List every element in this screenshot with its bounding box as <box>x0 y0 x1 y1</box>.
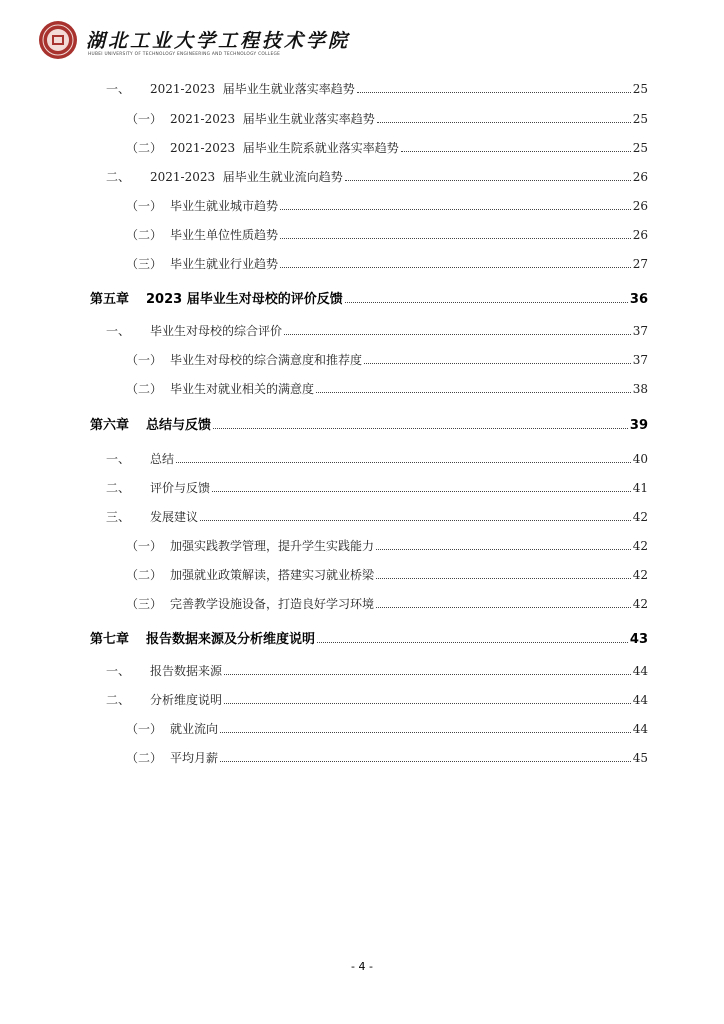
toc-entry[interactable] <box>90 595 648 612</box>
toc-entry-number: （一） <box>126 539 163 553</box>
toc-dot-leader <box>357 92 631 93</box>
toc-entry-number: （一） <box>126 199 163 213</box>
toc-entry-number: 三、 <box>106 510 131 524</box>
toc-entry[interactable] <box>90 351 648 368</box>
toc-entry-number: （二） <box>126 568 163 582</box>
toc-entry-number: 第七章 <box>90 632 130 647</box>
toc-entry-page: 26 <box>632 199 648 213</box>
toc-dot-leader <box>316 392 631 393</box>
toc-entry-title: 分析维度说明 <box>150 693 223 707</box>
toc-entry-page: 25 <box>632 141 648 155</box>
toc-entry-page: 44 <box>632 664 648 678</box>
toc-entry-number: （三） <box>126 597 163 611</box>
toc-entry[interactable] <box>90 566 648 583</box>
toc-dot-leader <box>317 642 628 643</box>
toc-entry-page: 39 <box>629 418 648 433</box>
toc-entry-page: 36 <box>629 292 648 307</box>
toc-entry-page: 37 <box>632 353 648 367</box>
toc-entry-number: 一、 <box>106 324 131 338</box>
toc-entry-title: 2021-2023 届毕业生就业流向趋势 <box>150 170 343 184</box>
toc-entry-title: 毕业生对母校的综合满意度和推荐度 <box>170 353 363 367</box>
toc-entry-title: 2023 届毕业生对母校的评价反馈 <box>146 292 343 307</box>
toc-entry-title: 毕业生单位性质趋势 <box>170 228 279 242</box>
toc-entry-title: 加强就业政策解读，搭建实习就业桥梁 <box>170 568 375 582</box>
toc-dot-leader <box>212 491 631 492</box>
toc-dot-leader <box>345 180 631 181</box>
toc-dot-leader <box>200 520 631 521</box>
toc-dot-leader <box>345 302 628 303</box>
toc-dot-leader <box>377 122 631 123</box>
toc-entry[interactable] <box>90 255 648 272</box>
toc-entry-title: 加强实践教学管理，提升学生实践能力 <box>170 539 375 553</box>
toc-entry[interactable] <box>90 322 648 339</box>
toc-entry-page: 37 <box>632 324 648 338</box>
toc-entry-page: 44 <box>632 693 648 707</box>
toc-dot-leader <box>376 607 631 608</box>
toc-entry-number: 二、 <box>106 170 131 184</box>
toc-entry-page: 42 <box>632 510 648 524</box>
toc-entry-page: 25 <box>632 82 648 96</box>
toc-entry-number: （二） <box>126 382 163 396</box>
toc-entry-page: 27 <box>632 257 648 271</box>
toc-entry[interactable] <box>90 168 648 185</box>
toc-entry-page: 42 <box>632 539 648 553</box>
toc-entry-page: 44 <box>632 722 648 736</box>
toc-entry[interactable] <box>90 226 648 243</box>
toc-entry-number: （一） <box>126 353 163 367</box>
toc-entry-number: 第六章 <box>90 418 130 433</box>
toc-entry-title: 评价与反馈 <box>150 481 211 495</box>
toc-entry[interactable] <box>90 139 648 156</box>
university-seal-icon <box>38 20 78 60</box>
toc-entry[interactable] <box>90 537 648 554</box>
toc-entry-title: 毕业生对就业相关的满意度 <box>170 382 315 396</box>
toc-entry[interactable] <box>90 450 648 467</box>
toc-entry-number: （一） <box>126 722 163 736</box>
toc-entry-page: 41 <box>632 481 648 495</box>
toc-dot-leader <box>220 732 631 733</box>
toc-entry-number: （一） <box>126 112 163 126</box>
toc-dot-leader <box>376 549 631 550</box>
toc-dot-leader <box>213 428 628 429</box>
toc-entry-title: 毕业生就业行业趋势 <box>170 257 279 271</box>
toc-dot-leader <box>224 703 631 704</box>
toc-entry-number: 第五章 <box>90 292 130 307</box>
toc-entry-number: 二、 <box>106 693 131 707</box>
toc-entry[interactable] <box>90 197 648 214</box>
toc-chapter-entry[interactable] <box>90 414 648 433</box>
toc-entry-title: 报告数据来源及分析维度说明 <box>146 632 316 647</box>
toc-entry-title: 2021-2023 届毕业生就业落实率趋势 <box>170 112 375 126</box>
toc-entry-title: 报告数据来源 <box>150 664 223 678</box>
toc-dot-leader <box>280 209 631 210</box>
toc-entry-page: 26 <box>632 228 648 242</box>
toc-dot-leader <box>284 334 631 335</box>
toc-entry-page: 25 <box>632 112 648 126</box>
toc-entry[interactable] <box>90 720 648 737</box>
toc-entry-page: 40 <box>632 452 648 466</box>
toc-entry-page: 42 <box>632 568 648 582</box>
toc-entry-title: 发展建议 <box>150 510 199 524</box>
document-header <box>36 20 688 68</box>
toc-entry-number: 一、 <box>106 452 131 466</box>
toc-dot-leader <box>176 462 631 463</box>
page-number: - 4 - <box>351 960 373 973</box>
toc-entry-page: 38 <box>632 382 648 396</box>
toc-entry-title: 毕业生就业城市趋势 <box>170 199 279 213</box>
toc-entry-page: 26 <box>632 170 648 184</box>
toc-entry-title: 2021-2023 届毕业生院系就业落实率趋势 <box>170 141 399 155</box>
toc-entry-number: （二） <box>126 751 163 765</box>
toc-entry[interactable] <box>90 508 648 525</box>
toc-entry-number: （三） <box>126 257 163 271</box>
toc-entry[interactable] <box>90 479 648 496</box>
toc-entry-title: 2021-2023 届毕业生就业落实率趋势 <box>150 82 355 96</box>
toc-entry-number: （二） <box>126 141 163 155</box>
toc-dot-leader <box>364 363 631 364</box>
toc-entry-number: 一、 <box>106 82 131 96</box>
toc-entry-title: 总结 <box>150 452 175 466</box>
toc-entry-number: （二） <box>126 228 163 242</box>
toc-entry[interactable] <box>90 749 648 766</box>
toc-entry-number: 二、 <box>106 481 131 495</box>
toc-dot-leader <box>220 761 631 762</box>
toc-chapter-entry[interactable] <box>90 628 648 647</box>
toc-chapter-entry[interactable] <box>90 288 648 307</box>
toc-entry[interactable] <box>90 80 648 97</box>
toc-entry-title: 毕业生对母校的综合评价 <box>150 324 283 338</box>
toc-entry-page: 42 <box>632 597 648 611</box>
toc-dot-leader <box>280 238 631 239</box>
toc-entry-title: 平均月薪 <box>170 751 219 765</box>
toc-dot-leader <box>280 267 631 268</box>
toc-entry[interactable] <box>90 662 648 679</box>
toc-entry-number: 一、 <box>106 664 131 678</box>
toc-entry-title: 完善教学设施设备，打造良好学习环境 <box>170 597 375 611</box>
toc-entry[interactable] <box>90 691 648 708</box>
toc-entry-page: 45 <box>632 751 648 765</box>
toc-entry-title: 就业流向 <box>170 722 219 736</box>
college-logo-english: HUBEI UNIVERSITY OF TECHNOLOGY ENGINEERING AND TECHNOLOGY COLLEGE <box>88 52 281 57</box>
toc-dot-leader <box>401 151 631 152</box>
toc-entry-page: 43 <box>629 632 648 647</box>
toc-entry[interactable] <box>90 110 648 127</box>
toc-entry-title: 总结与反馈 <box>146 418 212 433</box>
toc-dot-leader <box>224 674 631 675</box>
toc-dot-leader <box>376 578 631 579</box>
toc-entry[interactable] <box>90 380 648 397</box>
college-logo-text: 湖北工业大学工程技术学院 <box>86 30 351 52</box>
